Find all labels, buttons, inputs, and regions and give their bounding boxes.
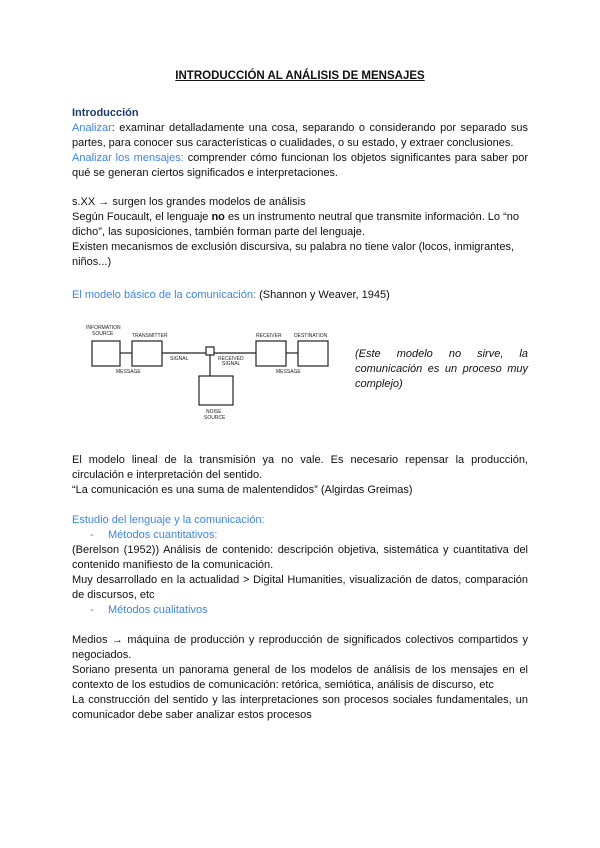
diagram-label: RECEIVED: [218, 356, 244, 362]
paragraph: [72, 210, 528, 240]
diagram-label: MESSAGE: [116, 369, 141, 375]
diagram-label: MESSAGE: [276, 369, 301, 375]
dash-bullet: -: [90, 604, 94, 616]
paragraph: El modelo lineal de la transmisión ya no vale. Es necesario repensar la producción, circulación e interpretación del sentido.: [72, 454, 528, 481]
diagram-note: (Este modelo no sirve, la comunicación es un proceso muy complejo): [355, 348, 528, 390]
section-heading: Estudio del lenguaje y la comunicación:: [72, 514, 265, 526]
term: Analizar: [72, 122, 112, 134]
intro-paragraph-2: [72, 151, 528, 181]
intro-section: [72, 106, 528, 181]
definition: : examinar detalladamente una cosa, separando o considerando por separado sus partes, para conocer sus características o cualidades, o su estado, y extraer conclusiones.: [72, 122, 528, 149]
dash-bullet: -: [90, 529, 94, 541]
quote: “La comunicación es una suma de malentendidos” (Algirdas Greimas): [72, 484, 413, 496]
lineal-section: [72, 453, 528, 498]
text: Según Foucault, el lenguaje: [72, 211, 212, 223]
definition: comprender cómo funcionan los objetos significantes para saber por qué se generan ciertos significados e interpretaciones.: [72, 152, 528, 179]
paragraph: Soriano presenta un panorama general de los modelos de análisis de los mensajes en el contexto de los estudios de comunicación: retórica, semiótica, análisis de discurso, etc: [72, 664, 528, 691]
diagram-label: DESTINATION: [294, 333, 328, 339]
final-section: [72, 633, 528, 723]
diagram-label: SIGNAL: [170, 356, 189, 362]
diagram-label: SOURCE: [204, 415, 226, 421]
diagram-label: TRANSMITTER: [132, 333, 168, 339]
intro-heading: Introducción: [72, 107, 139, 119]
paragraph: La construcción del sentido y las interpretaciones son procesos sociales fundamentales, un comunicador debe saber analizar estos procesos: [72, 694, 528, 721]
bullet-item: [72, 603, 528, 618]
paragraph: s.XX → surgen los grandes modelos de análisis: [72, 196, 306, 208]
diagram-label: NOISE: [206, 409, 222, 415]
diagram-label: SIGNAL: [222, 361, 241, 367]
diagram-label: SOURCE: [92, 331, 114, 337]
diagram-label: RECEIVER: [256, 333, 282, 339]
foucault-section: [72, 195, 528, 270]
paragraph: Muy desarrollado en la actualidad > Digital Humanities, visualización de datos, comparación de discursos, etc: [72, 574, 528, 601]
paragraph: Medios → máquina de producción y reproducción de significados colectivos compartidos y negociados.: [72, 634, 528, 661]
model-heading: [72, 288, 528, 303]
paragraph: (Berelson (1952)) Análisis de contenido: descripción objetiva, sistemática y cuantitativa del contenido manifiesto de la comunicación.: [72, 544, 528, 571]
citation: (Shannon y Weaver, 1945): [256, 289, 390, 301]
intro-paragraph-1: [72, 121, 528, 151]
estudio-section: [72, 513, 528, 618]
bullet-text: Métodos cuantitativos:: [108, 529, 218, 541]
diagram-label: INFORMATION: [86, 325, 121, 331]
paragraph: Existen mecanismos de exclusión discursiva, su palabra no tiene valor (locos, inmigrantes, niños...): [72, 241, 515, 268]
term: Analizar los mensajes:: [72, 152, 184, 164]
shannon-weaver-diagram: [80, 318, 340, 428]
heading: El modelo básico de la comunicación:: [72, 289, 257, 301]
bullet-text: Métodos cualitativos: [108, 604, 208, 616]
text: es un instrumento neutral que transmite información. Lo “no dicho”, las suposiciones, también forman parte del lenguaje.: [72, 211, 519, 238]
document-title: INTRODUCCIÓN AL ANÁLISIS DE MENSAJES: [175, 70, 425, 82]
bold-text: no: [211, 211, 225, 223]
bullet-item: [72, 528, 528, 543]
